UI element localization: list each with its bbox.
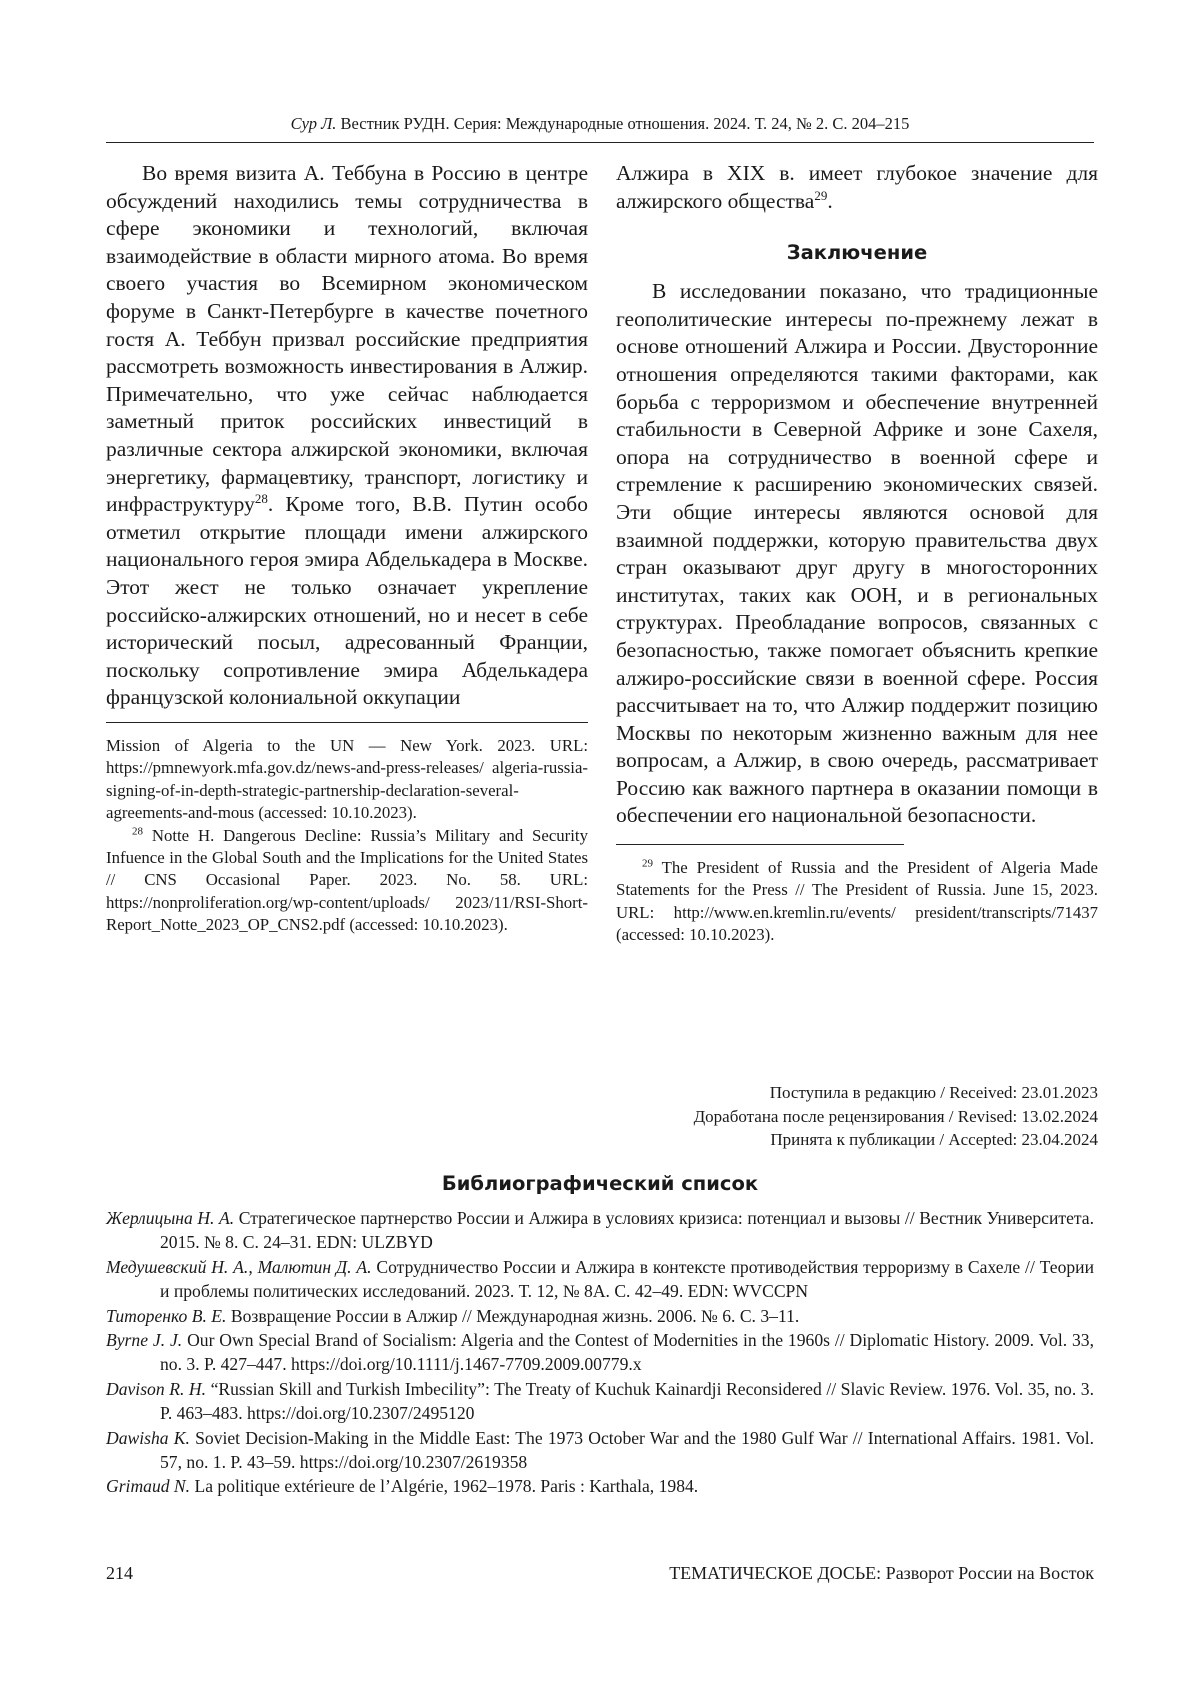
paragraph-cont-end: . [827, 189, 832, 213]
bib-entry [106, 1377, 1094, 1426]
header-rule [106, 142, 1094, 143]
paragraph-cont-text: Алжира в XIX в. имеет глубокое значение для алжирского общества [616, 161, 1098, 213]
footnote-28 [106, 825, 588, 937]
right-column [616, 160, 1098, 947]
bib-text: “Russian Skill and Turkish Imbecility”: The Treaty of Kuchuk Kainardji Reconsidered // Slavic Review. 1976. Vol. 35, no. 3. P. 463–483. https://doi.org/10.2307/2495120 [160, 1379, 1094, 1423]
bib-entry [106, 1206, 1094, 1255]
bib-entry [106, 1474, 1094, 1498]
date-revised: Доработана после рецензирования / Revised: 13.02.2024 [616, 1105, 1098, 1129]
footnote-ref-29[interactable]: 29 [814, 187, 827, 202]
footnote-rule [106, 722, 588, 723]
bib-text: La politique extérieure de l’Algérie, 1962–1978. Paris : Karthala, 1984. [190, 1476, 698, 1496]
bib-authors: Dawisha K. [106, 1428, 190, 1448]
running-header [106, 114, 1094, 134]
footnote-28-number: 28 [132, 825, 143, 837]
paragraph-text-cont: . Кроме того, В.В. Путин особо отметил открытие площади имени алжирского национального героя эмира Абделькадера в Москве. Этот жест не только означает укрепление российско-алжирских отношений, но и несет в себе исторический посыл, адресованный Франции, поскольку сопротивление эмира Абделькадера французской колониальной оккупации [106, 492, 588, 709]
bib-text: Our Own Special Brand of Socialism: Algeria and the Contest of Modernities in the 1960s // Diplomatic History. 2009. Vol. 33, no. 3. P. 427–447. https://doi.org/10.1111/j.1467-7709.2009.00779.x [160, 1330, 1094, 1374]
journal-page [0, 0, 1200, 1698]
bib-text: Возвращение России в Алжир // Международная жизнь. 2006. № 6. С. 3–11. [226, 1306, 799, 1326]
bib-text: Сотрудничество России и Алжира в контексте противодействия терроризму в Сахеле // Теории и проблемы политических исследований. 2023. Т. 12, № 8А. С. 42–49. EDN: WVCCPN [160, 1257, 1094, 1301]
bibliography-list [106, 1206, 1094, 1499]
bib-authors: Grimaud N. [106, 1476, 190, 1496]
date-received: Поступила в редакцию / Received: 23.01.2023 [616, 1081, 1098, 1105]
bib-text: Стратегическое партнерство России и Алжира в условиях кризиса: потенциал и вызовы // Вестник Университета. 2015. № 8. С. 24–31. EDN: ULZBYD [160, 1208, 1094, 1252]
header-author: Сур Л. [291, 114, 337, 133]
bib-entry [106, 1304, 1094, 1328]
footnote-continued: Mission of Algeria to the UN — New York. 2023. URL: https://pmnewyork.mfa.gov.dz/news-and-press-releases/ algeria-russia-signing-of-in-depth-strategic-partnership-declaration-several-agreements-and-mous (accessed: 10.10.2023). [106, 735, 588, 825]
header-journal: Вестник РУДН. Серия: Международные отношения. 2024. Т. 24, № 2. С. 204–215 [341, 114, 910, 133]
bib-entry [106, 1255, 1094, 1304]
footnote-29-number: 29 [642, 857, 653, 869]
bib-authors: Медушевский Н. А., Малютин Д. А. [106, 1257, 372, 1277]
footnote-ref-28[interactable]: 28 [255, 491, 268, 506]
footnote-29-text: The President of Russia and the President of Algeria Made Statements for the Press // The President of Russia. June 15, 2023. URL: http://www.en.kremlin.ru/events/ president/transcripts/71437 (accessed: 10.10.2023). [616, 858, 1098, 944]
body-paragraph [106, 160, 588, 712]
bib-entry [106, 1426, 1094, 1475]
bib-authors: Титоренко В. Е. [106, 1306, 226, 1326]
bib-authors: Жерлицына Н. А. [106, 1208, 234, 1228]
section-title-conclusion: Заключение [616, 241, 1098, 264]
left-column [106, 160, 588, 937]
date-accepted: Принята к публикации / Accepted: 23.04.2024 [616, 1128, 1098, 1152]
page-number: 214 [106, 1563, 133, 1584]
footnote-rule [616, 844, 904, 845]
footnote-29 [616, 857, 1098, 947]
bib-authors: Davison R. H. [106, 1379, 206, 1399]
footnote-28-text: Notte H. Dangerous Decline: Russia’s Military and Security Infuence in the Global South and the Implications for the United States // CNS Occasional Paper. 2023. No. 58. URL: https://nonproliferation.org/wp-content/uploads/ 2023/11/RSI-Short-Report_Notte_2023_OP_CNS2.pdf (accessed: 10.10.2023). [106, 826, 588, 935]
bib-authors: Byrne J. J. [106, 1330, 182, 1350]
bibliography-title: Библиографический список [106, 1172, 1094, 1195]
conclusion-paragraph: В исследовании показано, что традиционные геополитические интересы по-прежнему лежат в основе отношений Алжира и России. Двусторонние отношения определяются такими факторами, как борьба с терроризмом и обеспечение внутренней стабильности в Северной Африке и зоне Сахеля, опора на сотрудничество в военной сфере и стремление к расширению экономических связей. Эти общие интересы являются основой для взаимной поддержки, которую правительства двух стран оказывают друг другу в многосторонних институтах, таких как ООН, и в региональных структурах. Преобладание вопросов, связанных с безопасностью, также помогает объяснить крепкие алжиро-российские связи в военной сфере. Россия рассчитывает на то, что Алжир поддержит позицию Москвы по некоторым жизненно важным для нее вопросам, а Алжир, в свою очередь, рассматривает Россию как важного партнера в оказании помощи в обеспечении его национальной безопасности. [616, 278, 1098, 830]
submission-dates [616, 1081, 1098, 1152]
bib-entry [106, 1328, 1094, 1377]
body-paragraph-cont [616, 160, 1098, 215]
bib-text: Soviet Decision-Making in the Middle East: The 1973 October War and the 1980 Gulf War // International Affairs. 1981. Vol. 57, no. 1. P. 43–59. https://doi.org/10.2307/2619358 [160, 1428, 1094, 1472]
paragraph-text: Во время визита А. Теббуна в Россию в центре обсуждений находились темы сотрудничества в сфере экономики и технологий, включая взаимодействие в области мирного атома. Во время своего участия во Всемирном экономическом форуме в Санкт-Петербурге в качестве почетного гостя А. Теббун призвал российские предприятия рассмотреть возможность инвестирования в Алжир. Примечательно, что уже сейчас наблюдается заметный приток российских инвестиций в различные сектора алжирской экономики, включая энергетику, фармацевтику, транспорт, логистику и инфраструктуру [106, 161, 588, 516]
footer-section: ТЕМАТИЧЕСКОЕ ДОСЬЕ: Разворот России на Восток [669, 1563, 1094, 1584]
